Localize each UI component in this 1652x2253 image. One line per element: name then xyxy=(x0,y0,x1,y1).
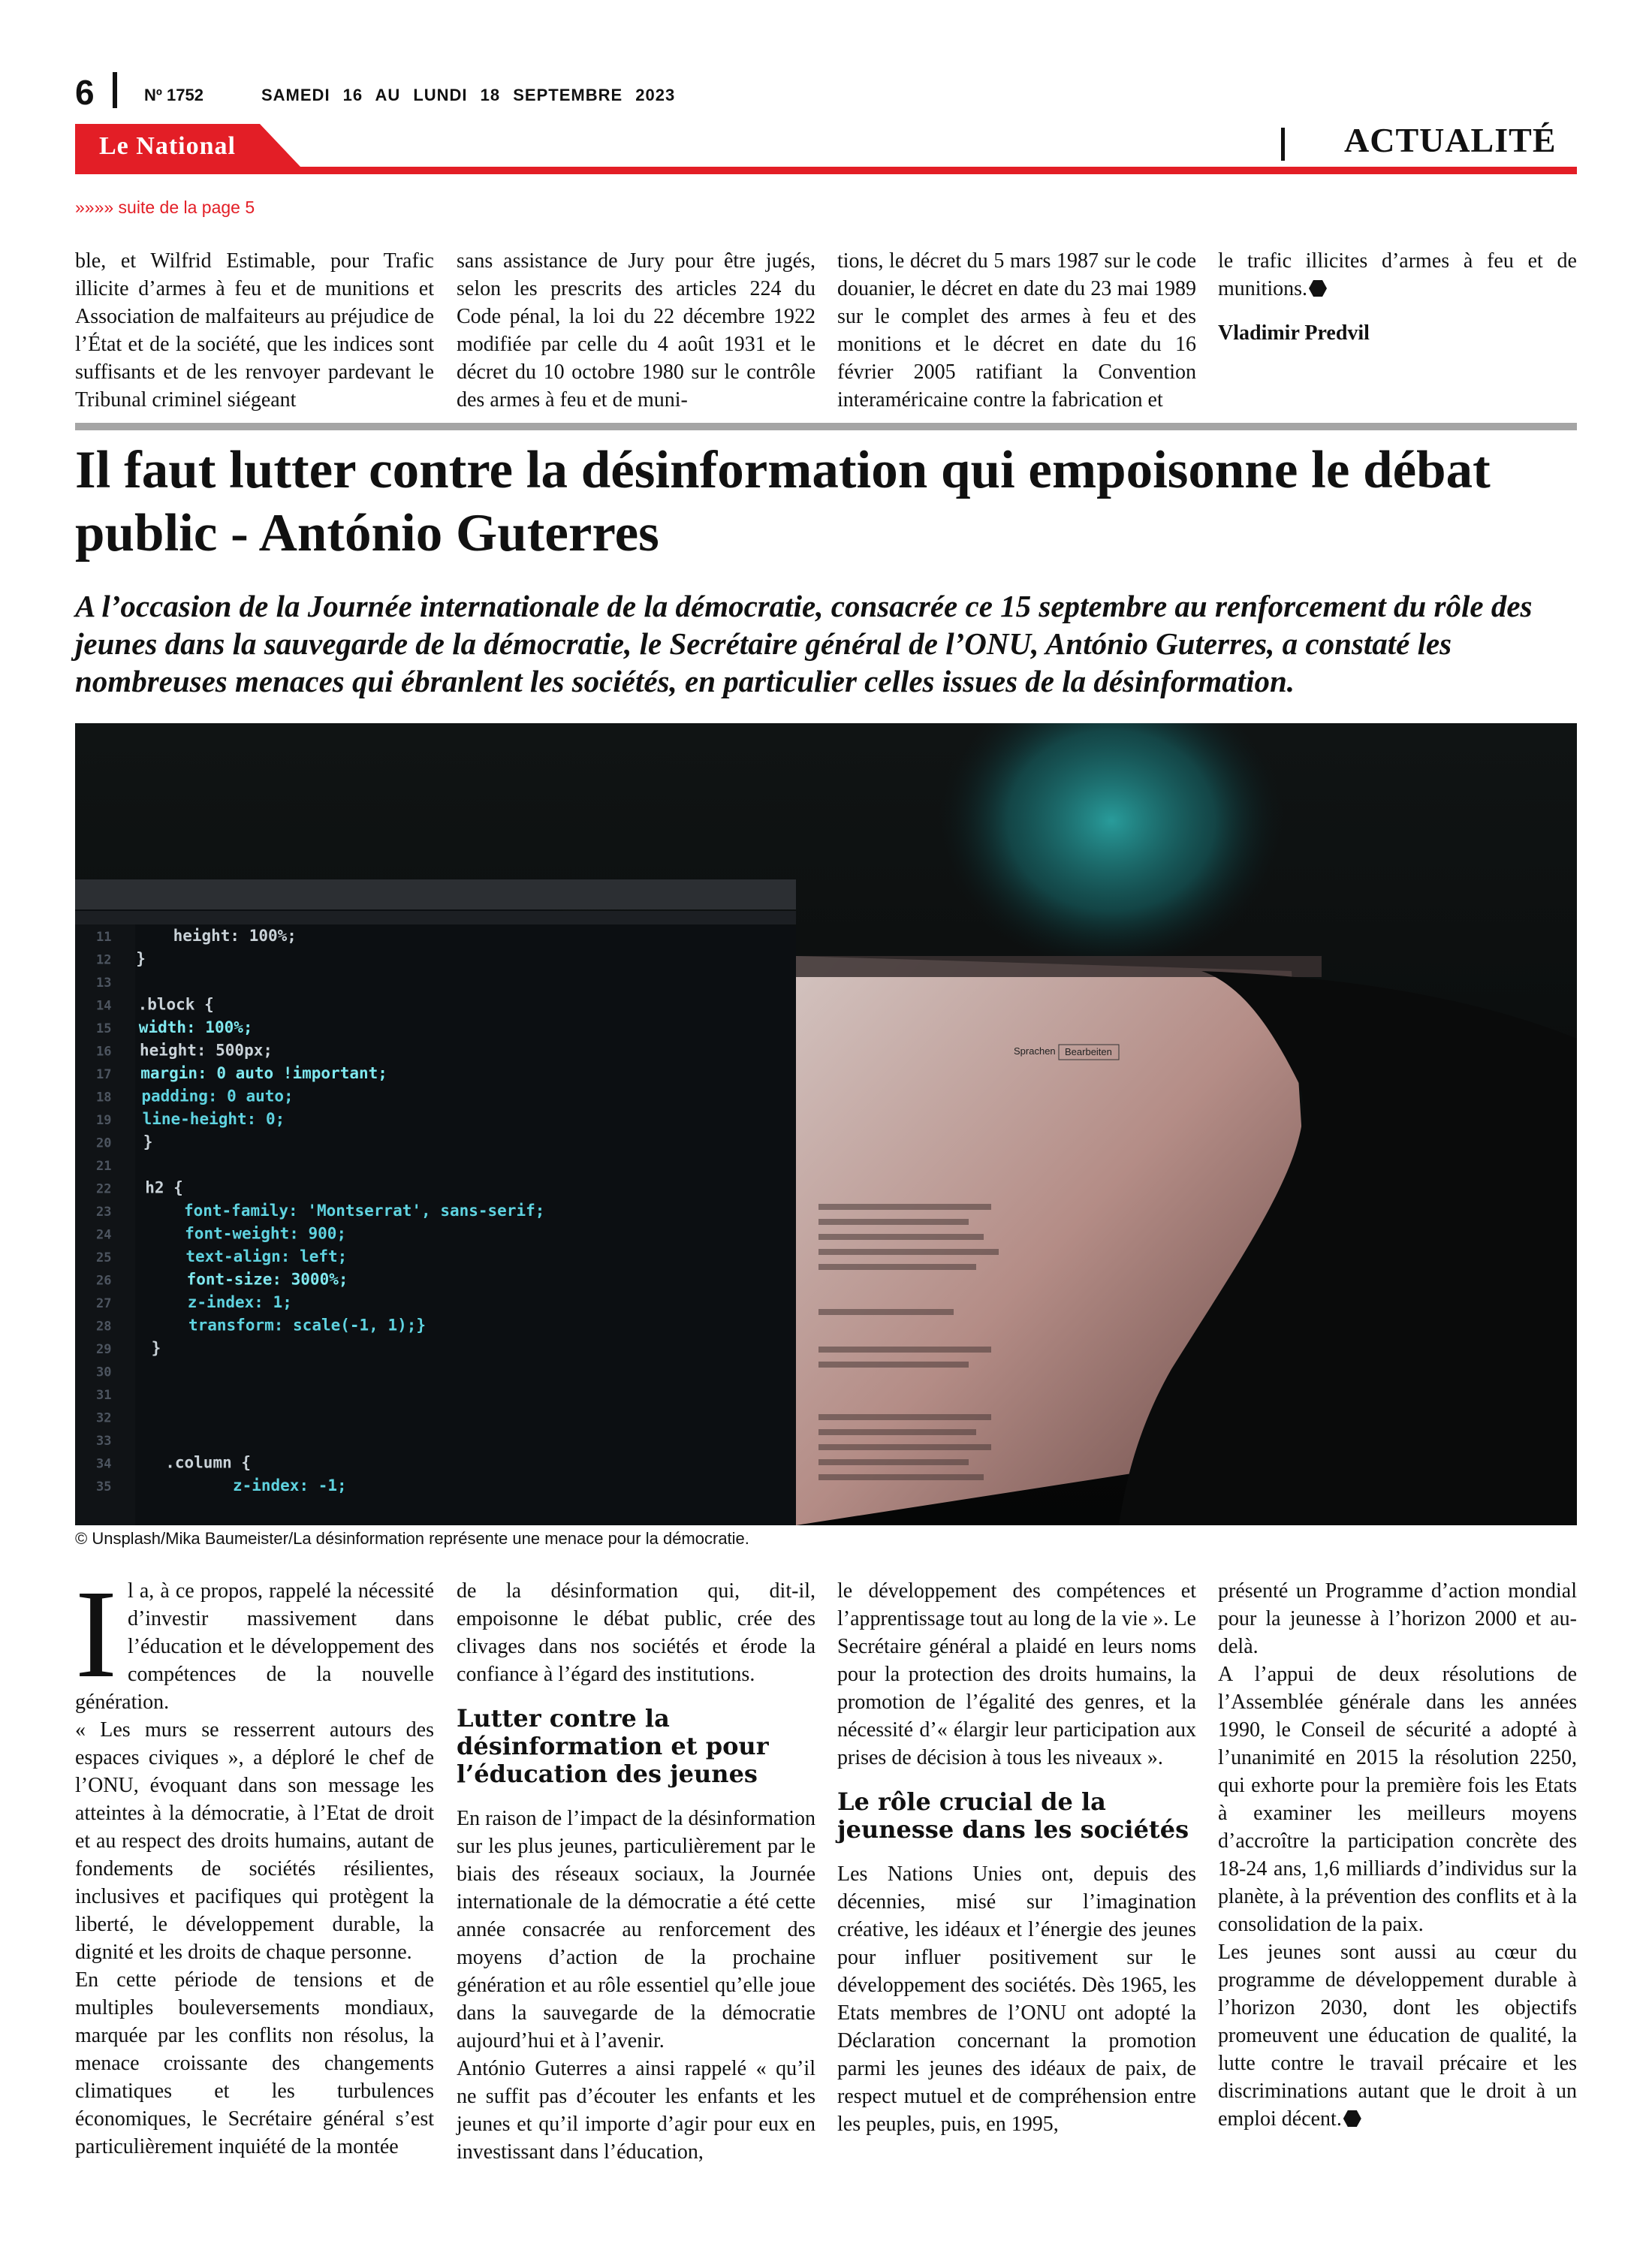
code-line: font-size: 3000%; xyxy=(149,1270,348,1289)
code-line-number: 22 xyxy=(96,1181,112,1197)
code-line: } xyxy=(151,1339,161,1357)
prev-article-col-1 xyxy=(75,247,434,414)
paragraph: En raison de l’impact de la désinformation sur les plus jeunes, particulièrement par le biais des réseaux sociaux, la Journée internationale de la démocratie a été cette année consacrée au renforcement des moyens d’action de la prochaine génération et au rôle essentiel qu’elle joue dans la sauvegarde de la démocratie aujourd’hui et à l’avenir. xyxy=(457,1807,815,2052)
prev-article-col-2 xyxy=(457,247,815,414)
subheading: Le rôle crucial de la jeunesse dans les sociétés xyxy=(837,1787,1189,1844)
browser-button-sprachen: Sprachen xyxy=(1014,1045,1056,1057)
code-line-number: 33 xyxy=(96,1434,112,1449)
code-line: z-index: 1; xyxy=(149,1293,292,1311)
code-line: font-family: 'Montserrat', sans-serif; xyxy=(146,1202,545,1220)
paragraph-text: l a, à ce propos, rappelé la nécessité d’investir massivement dans l’éducation et le développement des compétences de la nouvelle génération. xyxy=(75,1579,434,1714)
browser-button-bearbeiten: Bearbeiten xyxy=(1065,1046,1112,1057)
code-line-number: 34 xyxy=(96,1456,112,1472)
paragraph: ble, et Wilfrid Estimable, pour Trafic illicite d’armes à feu et de munitions et Association de malfaiteurs au préjudice de l’État et de la société, que les indices sont suffisants et de les renvoyer pardevant le Tribunal criminel siégeant xyxy=(75,249,434,412)
end-mark-icon xyxy=(1309,280,1327,297)
code-line-number: 17 xyxy=(96,1067,112,1082)
author-signature: Vladimir Predvil xyxy=(1218,321,1370,345)
code-line-number: 14 xyxy=(96,998,112,1014)
article-photo xyxy=(75,723,1577,1525)
code-line-number: 25 xyxy=(96,1250,112,1265)
code-line: font-weight: 900; xyxy=(146,1224,347,1243)
continued-from: »»»» suite de la page 5 xyxy=(75,198,255,217)
paragraph: « Les murs se resserrent autours des espaces civiques », a déploré le chef de l’ONU, évoquant dans son message les atteintes à la démocratie, à l’Etat de droit et au respect des droits humains, autant de fondements de sociétés résilientes, inclusives et pacifiques qui protègent la liberté, le développement durable, la dignité et les droits de chaque personne. xyxy=(75,1718,434,1964)
code-line: h2 { xyxy=(145,1178,183,1197)
article-col-1 xyxy=(75,1564,434,2161)
standfirst: A l’occasion de la Journée internationale de la démocratie, consacrée ce 15 septembre au renforcement du rôle des jeunes dans la sauvegarde de la démocratie, le Secrétaire général de l’ONU, António Guterres, a constaté les nombreuses menaces qui ébranlent les sociétés, en particulier celles issues de la désinformation. xyxy=(75,589,1533,698)
code-line: z-index: -1; xyxy=(156,1476,347,1494)
section-title: ACTUALITÉ xyxy=(1344,121,1557,159)
brand-rule xyxy=(75,167,1577,174)
paragraph: A l’appui de deux résolutions de l’Assemblée générale dans les années 1990, le Conseil de sécurité a adopté à l’unanimité en 2015 la résolution 2250, qui exhorte pour la première fois les Etats à examiner les meilleurs moyens d’accroître la participation concrète des 18-24 ans, 1,6 milliards d’individus sur la planète, à la prévention des conflits et à la consolidation de la paix. xyxy=(1218,1663,1577,1936)
code-line-number: 20 xyxy=(96,1136,112,1151)
code-line-number: 12 xyxy=(96,952,112,968)
paragraph-text: Les jeunes sont aussi au cœur du programme de développement durable à l’horizon 2030, dont les objectifs promeuvent une éducation de qualité, la lutte contre le travail précaire et les discriminations autant que le droit à un emploi décent. xyxy=(1218,1941,1577,2131)
code-line-number: 19 xyxy=(96,1113,112,1128)
code-line: height: 100%; xyxy=(135,927,297,945)
code-line-number: 27 xyxy=(96,1296,112,1311)
paragraph: tions, le décret du 5 mars 1987 sur le code douanier, le décret en date du 23 mai 1989 sur le complet des armes à feu et des monitions et le décret en date du 16 février 2005 ratifiant la Convention interaméricaine contre la fabrication et xyxy=(837,249,1196,412)
issue-number: Nº 1752 xyxy=(144,86,203,104)
code-line-number: 13 xyxy=(96,976,112,991)
article-col-4 xyxy=(1218,1577,1577,2133)
code-line: line-height: 0; xyxy=(142,1110,285,1128)
photo-caption: © Unsplash/Mika Baumeister/La désinformation représente une menace pour la démocratie. xyxy=(75,1529,749,1548)
paragraph: sans assistance de Jury pour être jugés, selon les prescrits des articles 224 du Code pénal, la loi du 22 décembre 1922 modifiée par celle du 4 août 1931 et le décret du 10 octobre 1980 sur le contrôle des armes à feu et de muni- xyxy=(457,249,815,412)
code-line: .block { xyxy=(137,995,214,1014)
paragraph: le développement des compétences et l’apprentissage tout au long de la vie ». Le Secrétaire général a plaidé en leurs noms pour la protection des droits humains, la promotion de l’égalité des genres, et la nécessité d’« élargir leur participation aux prises de décision à tous les niveaux ». xyxy=(837,1579,1196,1769)
page-number-divider xyxy=(113,72,117,108)
code-line: text-align: left; xyxy=(147,1247,348,1265)
paragraph: Les Nations Unies ont, depuis des décennies, misé sur l’imagination créative, les idéaux et l’énergie des jeunes pour influer positivement sur le développement des sociétés. Dès 1965, les Etats membres de l’ONU ont adopté la Déclaration concernant la promotion parmi les jeunes des idéaux de paix, de respect mutuel et de compréhension entre les peuples, puis, en 1995, xyxy=(837,1862,1196,2136)
paragraph xyxy=(1218,247,1577,303)
subheading: Lutter contre la désinformation et pour l’éducation des jeunes xyxy=(457,1704,769,1788)
code-line-number: 28 xyxy=(96,1319,112,1335)
code-line-number: 23 xyxy=(96,1205,112,1220)
code-line: } xyxy=(136,949,146,968)
article-col-2 xyxy=(457,1577,815,2166)
code-line-number: 11 xyxy=(96,930,112,945)
paragraph: António Guterres a ainsi rappelé « qu’il ne suffit pas d’écouter les enfants et les jeunes et qu’il importe d’agir pour eux en investissant dans l’éducation, xyxy=(457,2057,815,2164)
paragraph: de la désinformation qui, dit-il, empoisonne le débat public, crée des clivages dans nos sociétés et érode la confiance à l’égard des institutions. xyxy=(457,1579,815,1686)
paragraph-text: le trafic illicites d’armes à feu et de munitions. xyxy=(1218,249,1577,300)
end-mark-icon xyxy=(1343,2110,1361,2127)
paragraph xyxy=(1218,1938,1577,2133)
article-separator xyxy=(75,423,1577,430)
code-line-number: 30 xyxy=(96,1365,112,1380)
prev-article-col-4 xyxy=(1218,247,1577,347)
issue-date: SAMEDI 16 AU LUNDI 18 SEPTEMBRE 2023 xyxy=(261,86,676,104)
code-line-number: 15 xyxy=(96,1021,112,1036)
code-line-number: 35 xyxy=(96,1479,112,1494)
code-line-number: 18 xyxy=(96,1090,112,1105)
code-line: height: 500px; xyxy=(140,1041,273,1060)
prev-article-col-3 xyxy=(837,247,1196,414)
paragraph: présenté un Programme d’action mondial pour la jeunesse à l’horizon 2000 et au-delà. xyxy=(1218,1579,1577,1658)
code-line: transform: scale(-1, 1);} xyxy=(150,1316,427,1335)
code-line: } xyxy=(143,1133,153,1151)
code-line-number: 24 xyxy=(96,1227,112,1243)
paragraph: En cette période de tensions et de multiples bouleversements mondiaux, marquée par les conflits non résolus, la menace croissante des changements climatiques et les turbulences économiques, le Secrétaire général s’est particulièrement inquiété de la montée xyxy=(75,1968,434,2158)
code-line-number: 32 xyxy=(96,1410,112,1426)
drop-cap: I xyxy=(75,1564,117,1704)
headline: Il faut lutter contre la désinformation qui empoisonne le débat public - António Guterres xyxy=(75,441,1491,562)
code-line: .column { xyxy=(155,1453,252,1472)
code-line-number: 29 xyxy=(96,1342,112,1357)
code-line-number: 16 xyxy=(96,1044,112,1060)
code-line-number: 26 xyxy=(96,1273,112,1289)
page-number: 6 xyxy=(75,73,94,112)
article-col-3 xyxy=(837,1577,1196,2138)
code-line-number: 21 xyxy=(96,1159,112,1174)
paragraph xyxy=(75,1564,434,1716)
code-line-number: 31 xyxy=(96,1388,112,1403)
code-line: margin: 0 auto !important; xyxy=(140,1064,387,1082)
section-divider xyxy=(1281,128,1285,161)
brand-logo: Le National xyxy=(99,132,236,160)
code-line: padding: 0 auto; xyxy=(141,1087,294,1105)
code-line: width: 100%; xyxy=(138,1018,253,1036)
